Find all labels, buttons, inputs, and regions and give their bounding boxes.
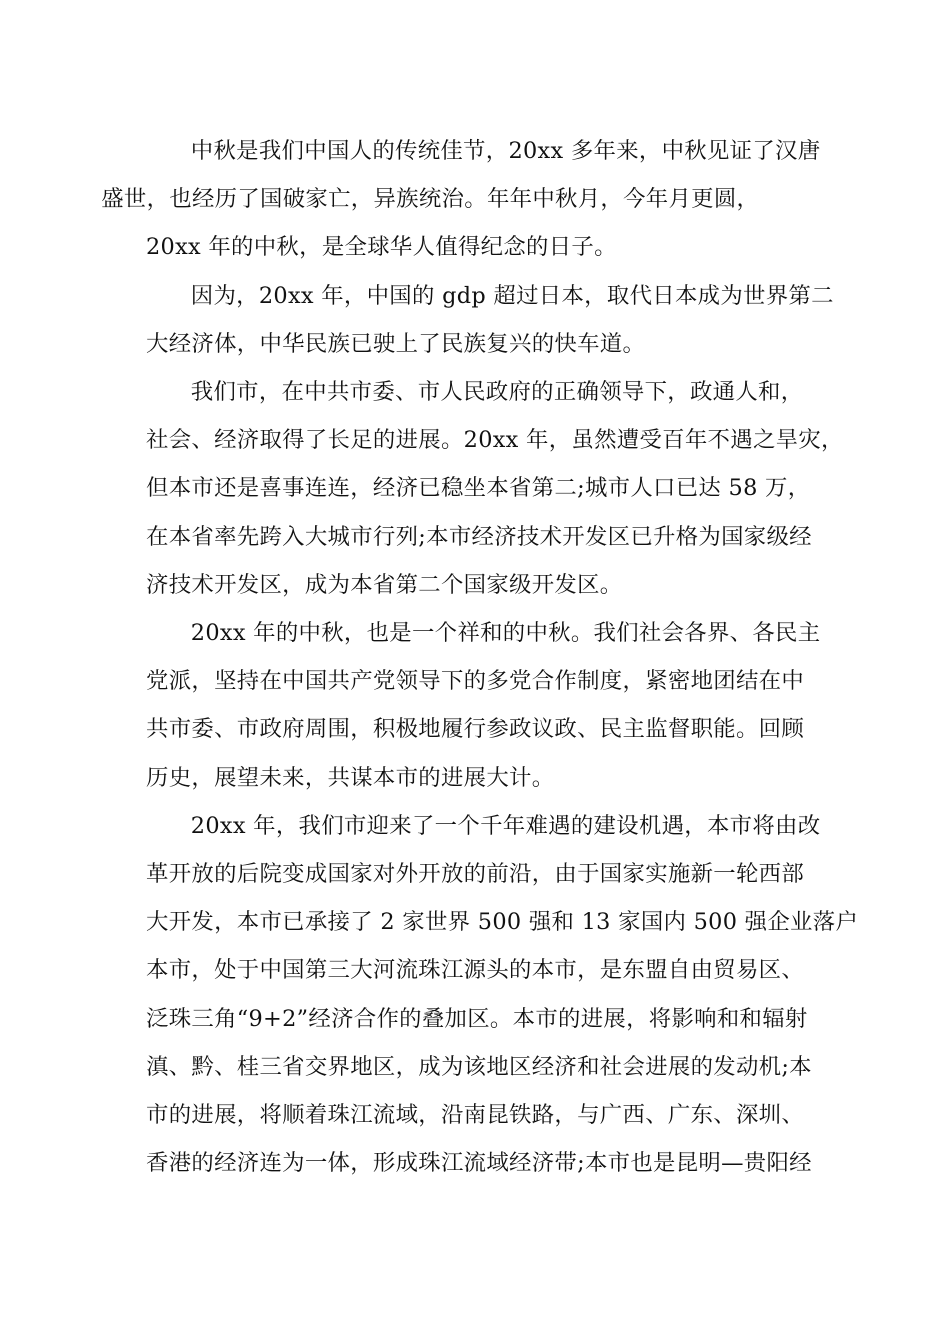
paragraph-line: 本市，处于中国第三大河流珠江源头的本市，是东盟自由贸易区、 bbox=[146, 957, 805, 984]
paragraph-line: 革开放的后院变成国家对外开放的前沿，由于国家实施新一轮西部 bbox=[146, 861, 805, 888]
paragraph-line: 党派，坚持在中国共产党领导下的多党合作制度，紧密地团结在中 bbox=[146, 668, 805, 695]
paragraph-3 bbox=[146, 368, 844, 609]
paragraph-line: 20xx 年的中秋，也是一个祥和的中秋。我们社会各界、各民主 bbox=[190, 620, 821, 647]
paragraph-4 bbox=[146, 609, 826, 802]
paragraph-line: 盛世，也经历了国破家亡，异族统治。年年中秋月，今年月更圆， bbox=[101, 186, 760, 213]
paragraph-line: 20xx 年，我们市迎来了一个千年难遇的建设机遇，本市将由改 bbox=[190, 812, 821, 839]
document-body bbox=[101, 127, 859, 1187]
paragraph-line: 香港的经济连为一体，形成珠江流域经济带;本市也是昆明—贵阳经 bbox=[146, 1150, 812, 1177]
paragraph-line: 20xx 年的中秋，是全球华人值得纪念的日子。 bbox=[146, 234, 617, 261]
paragraph-2 bbox=[146, 272, 834, 368]
paragraph-line: 共市委、市政府周围，积极地履行参政议政、民主监督职能。回顾 bbox=[146, 716, 805, 743]
paragraph-line: 在本省率先跨入大城市行列;本市经济技术开发区已升格为国家级经 bbox=[146, 523, 812, 550]
paragraph-line: 大开发，本市已承接了 2 家世界 500 强和 13 家国内 500 强企业落户 bbox=[146, 909, 859, 936]
paragraph-line: 但本市还是喜事连连，经济已稳坐本省第二;城市人口已达 58 万， bbox=[146, 475, 811, 502]
paragraph-line: 大经济体，中华民族已驶上了民族复兴的快车道。 bbox=[146, 330, 646, 357]
paragraph-line: 因为，20xx 年，中国的 gdp 超过日本，取代日本成为世界第二 bbox=[190, 282, 834, 309]
paragraph-5 bbox=[146, 802, 859, 1188]
paragraph-line: 历史，展望未来，共谋本市的进展大计。 bbox=[146, 764, 555, 791]
paragraph-line: 滇、黔、桂三省交界地区，成为该地区经济和社会进展的发动机;本 bbox=[146, 1053, 812, 1080]
paragraph-1 bbox=[101, 127, 826, 272]
paragraph-line: 济技术开发区，成为本省第二个国家级开发区。 bbox=[146, 571, 623, 598]
paragraph-line: 市的进展，将顺着珠江流域，沿南昆铁路，与广西、广东、深圳、 bbox=[146, 1102, 805, 1129]
paragraph-line: 中秋是我们中国人的传统佳节，20xx 多年来，中秋见证了汉唐 bbox=[190, 138, 821, 164]
paragraph-line: 泛珠三角“9+2”经济合作的叠加区。本市的进展，将影响和和辐射 bbox=[146, 1005, 808, 1032]
paragraph-line: 社会、经济取得了长足的进展。20xx 年，虽然遭受百年不遇之旱灾， bbox=[146, 427, 844, 454]
paragraph-line: 我们市，在中共市委、市人民政府的正确领导下，政通人和， bbox=[190, 379, 804, 406]
